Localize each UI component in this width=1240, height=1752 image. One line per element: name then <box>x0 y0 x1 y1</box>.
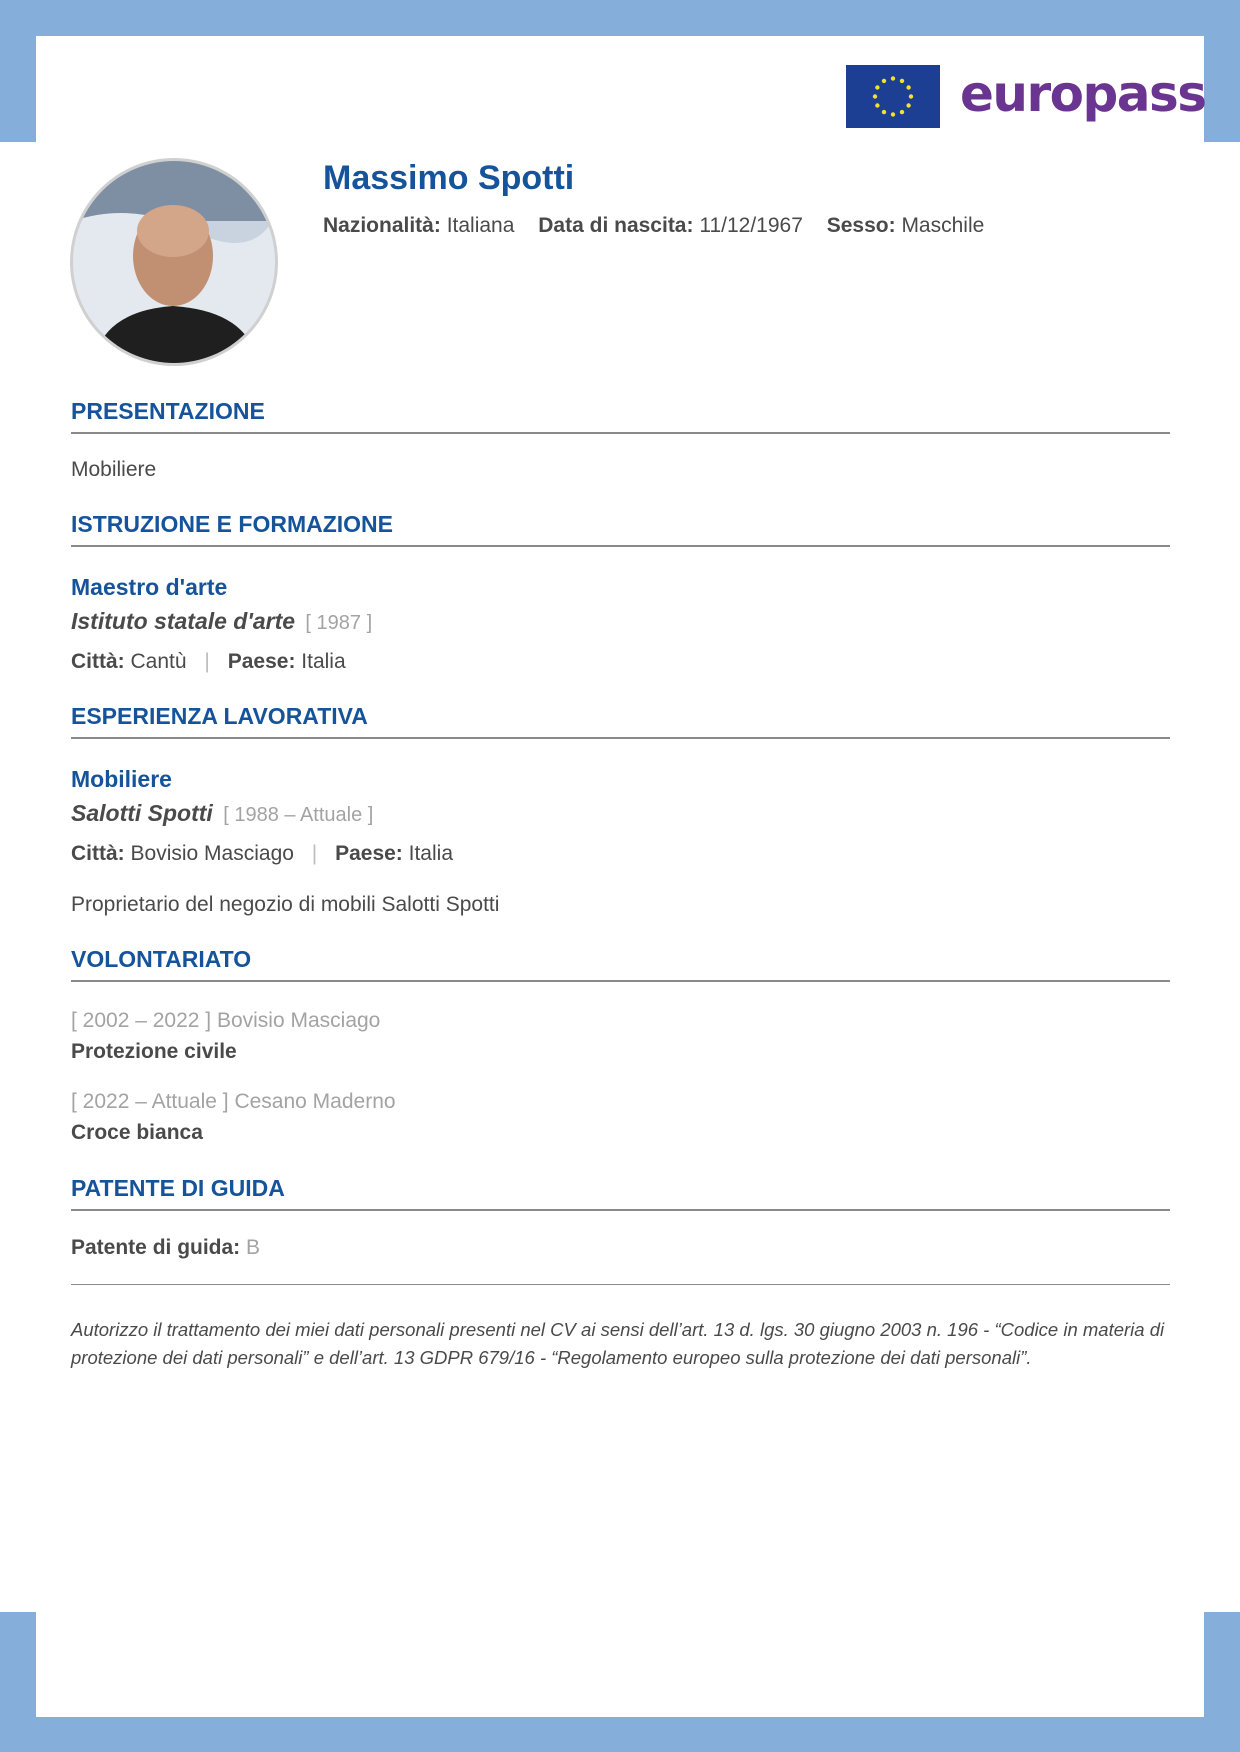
frame-bottom-bar <box>0 1717 1240 1752</box>
nationality-value: Italiana <box>446 214 515 237</box>
frame-left-top <box>0 0 36 142</box>
education-city: Cantù <box>130 650 187 673</box>
experience-entry-title: Mobiliere <box>71 766 172 792</box>
education-separator: | <box>204 650 210 673</box>
volunteering-item-dates: [ 2022 – Attuale ] Cesano Maderno <box>71 1090 396 1113</box>
eu-flag-icon <box>846 65 940 128</box>
education-location <box>71 647 346 677</box>
frame-right-bottom <box>1204 1612 1240 1752</box>
section-title-experience: ESPERIENZA LAVORATIVA <box>71 701 1170 739</box>
volunteering-item-role: Croce bianca <box>71 1121 203 1144</box>
birth-date-value: 11/12/1967 <box>699 214 803 237</box>
education-institution: Istituto statale d'arte <box>71 608 296 634</box>
experience-description: Proprietario del negozio di mobili Salotti Spotti <box>71 893 500 916</box>
section-title-volunteering: VOLONTARIATO <box>71 944 1170 982</box>
experience-dates: [ 1988 – Attuale ] <box>223 804 374 826</box>
driving-license-value: B <box>246 1236 261 1259</box>
presentation-text: Mobiliere <box>71 458 157 481</box>
section-title-education: ISTRUZIONE E FORMAZIONE <box>71 509 1170 547</box>
volunteering-item-role: Protezione civile <box>71 1040 237 1063</box>
sex-value: Maschile <box>901 214 985 237</box>
education-country-label: Paese: <box>227 650 296 673</box>
section-title-driving-license: PATENTE DI GUIDA <box>71 1173 1170 1211</box>
experience-country: Italia <box>408 842 453 865</box>
section-title-presentation: PRESENTAZIONE <box>71 396 1170 434</box>
candidate-name: Massimo Spotti <box>323 159 575 197</box>
experience-company-line <box>71 798 373 830</box>
privacy-consent: Autorizzo il trattamento dei miei dati personali presenti nel CV ai sensi dell’art. 13 d. lgs. 30 giugno 2003 n. 196 - “Codice in materia di protezione dei dati personali” e dell’art. 13 GDPR 679/16 - “Regolamento europeo sulla protezione dei dati personali”. <box>71 1319 1165 1368</box>
driving-license-line <box>71 1233 260 1263</box>
education-entry-title: Maestro d'arte <box>71 574 228 600</box>
nationality-label: Nazionalità: <box>323 214 441 237</box>
footer-divider <box>71 1284 1170 1285</box>
frame-left-bottom <box>0 1612 36 1752</box>
education-dates: [ 1987 ] <box>305 612 373 634</box>
education-institution-line <box>71 606 372 638</box>
experience-separator: | <box>311 842 318 865</box>
frame-top-bar <box>0 0 1240 36</box>
experience-location <box>71 839 453 869</box>
frame-right-top <box>1204 0 1240 142</box>
experience-city: Bovisio Masciago <box>130 842 294 865</box>
experience-city-label: Città: <box>71 842 125 865</box>
europass-logo: europass <box>960 65 1206 123</box>
driving-license-label: Patente di guida: <box>71 1236 241 1259</box>
experience-country-label: Paese: <box>335 842 403 865</box>
profile-photo <box>70 158 278 366</box>
sex-label: Sesso: <box>826 214 896 237</box>
personal-info <box>323 211 1002 241</box>
education-city-label: Città: <box>71 650 125 673</box>
volunteering-item-dates: [ 2002 – 2022 ] Bovisio Masciago <box>71 1009 381 1032</box>
experience-company: Salotti Spotti <box>71 800 213 826</box>
education-country: Italia <box>301 650 346 673</box>
birth-date-label: Data di nascita: <box>538 214 694 237</box>
